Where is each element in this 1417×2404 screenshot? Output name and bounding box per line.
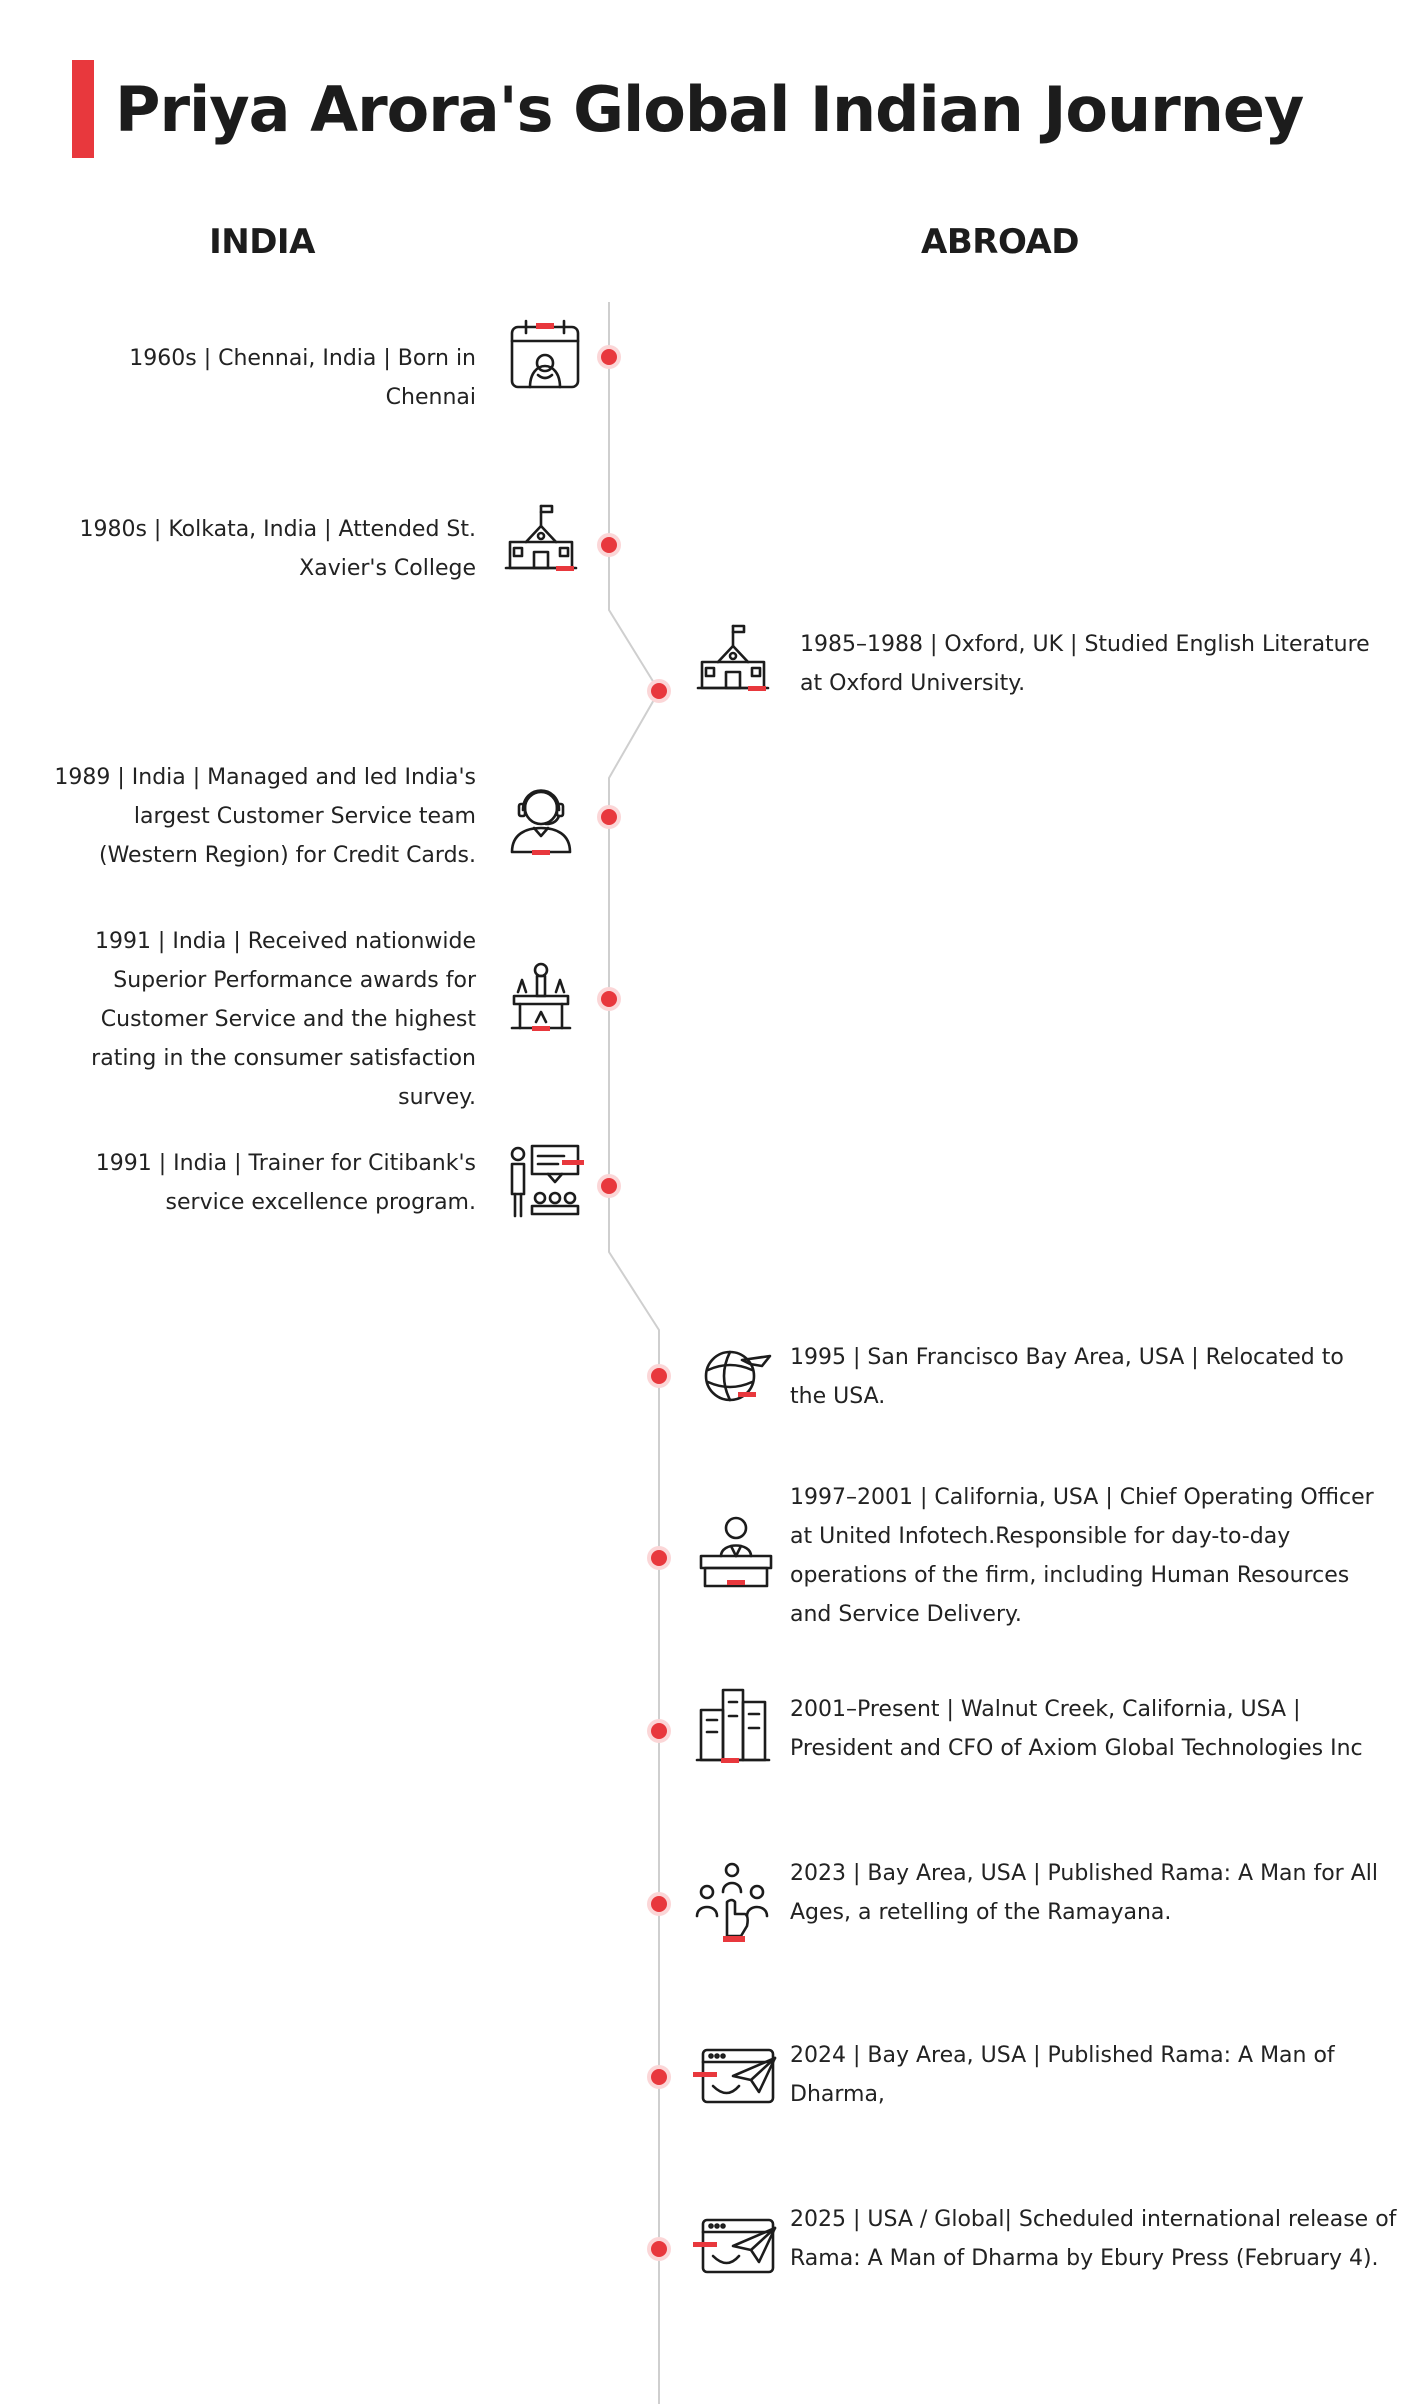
timeline-dot [651,1896,667,1912]
headset-agent-icon [496,772,586,862]
timeline-dot [651,2069,667,2085]
timeline-path [609,302,659,2404]
event-text: 1985–1988 | Oxford, UK | Studied English Literature at Oxford University. [800,632,1370,696]
baby-calendar-icon [500,313,590,403]
timeline-dot [601,809,617,825]
timeline-dot [651,683,667,699]
event-text: 1995 | San Francisco Bay Area, USA | Relocated to the USA. [790,1345,1344,1409]
timeline-dot [651,1550,667,1566]
event-text: 1991 | India | Received nationwide Superior Performance awards for Customer Service and the highest rating in the consumer satisfaction survey. [91,929,476,1110]
globe-airplane-icon [690,1330,780,1420]
office-buildings-icon [687,1680,777,1770]
timeline-dot [601,537,617,553]
event-text: 2023 | Bay Area, USA | Published Rama: A Man for All Ages, a retelling of the Ramayana. [790,1861,1378,1925]
timeline-dot [651,2241,667,2257]
paper-plane-window-icon [693,2030,783,2120]
award-podium-icon [496,948,586,1038]
event-text: 1991 | India | Trainer for Citibank's service excellence program. [95,1151,476,1215]
audience-hand-icon [687,1856,777,1946]
event-text: 2001–Present | Walnut Creek, California, USA | President and CFO of Axiom Global Technologies Inc [790,1697,1363,1761]
trainer-presentation-icon [500,1136,590,1226]
timeline-dot [651,1368,667,1384]
event-text: 1997–2001 | California, USA | Chief Operating Officer at United Infotech.Responsible for day-to-day operations of the firm, including Human Resources and Service Delivery. [790,1485,1374,1627]
column-heading-abroad: ABROAD [921,222,1079,262]
school-building-icon [688,616,778,706]
column-heading-india: INDIA [209,222,315,262]
event-text: 1989 | India | Managed and led India's largest Customer Service team (Western Region) for Credit Cards. [54,765,476,868]
page-title: Priya Arora's Global Indian Journey [115,73,1304,146]
executive-desk-icon [691,1506,781,1596]
timeline-dot [651,1723,667,1739]
event-text: 1980s | Kolkata, India | Attended St. Xavier's College [79,517,476,581]
event-text: 2025 | USA / Global| Scheduled international release of Rama: A Man of Dharma by Ebury Press (February 4). [790,2207,1397,2271]
timeline-dot [601,349,617,365]
event-text: 1960s | Chennai, India | Born in Chennai [129,346,476,410]
school-building-icon [496,496,586,586]
paper-plane-window-icon [693,2200,783,2290]
event-text: 2024 | Bay Area, USA | Published Rama: A Man of Dharma, [790,2043,1335,2107]
timeline-dot [601,1178,617,1194]
timeline-dot [601,991,617,1007]
